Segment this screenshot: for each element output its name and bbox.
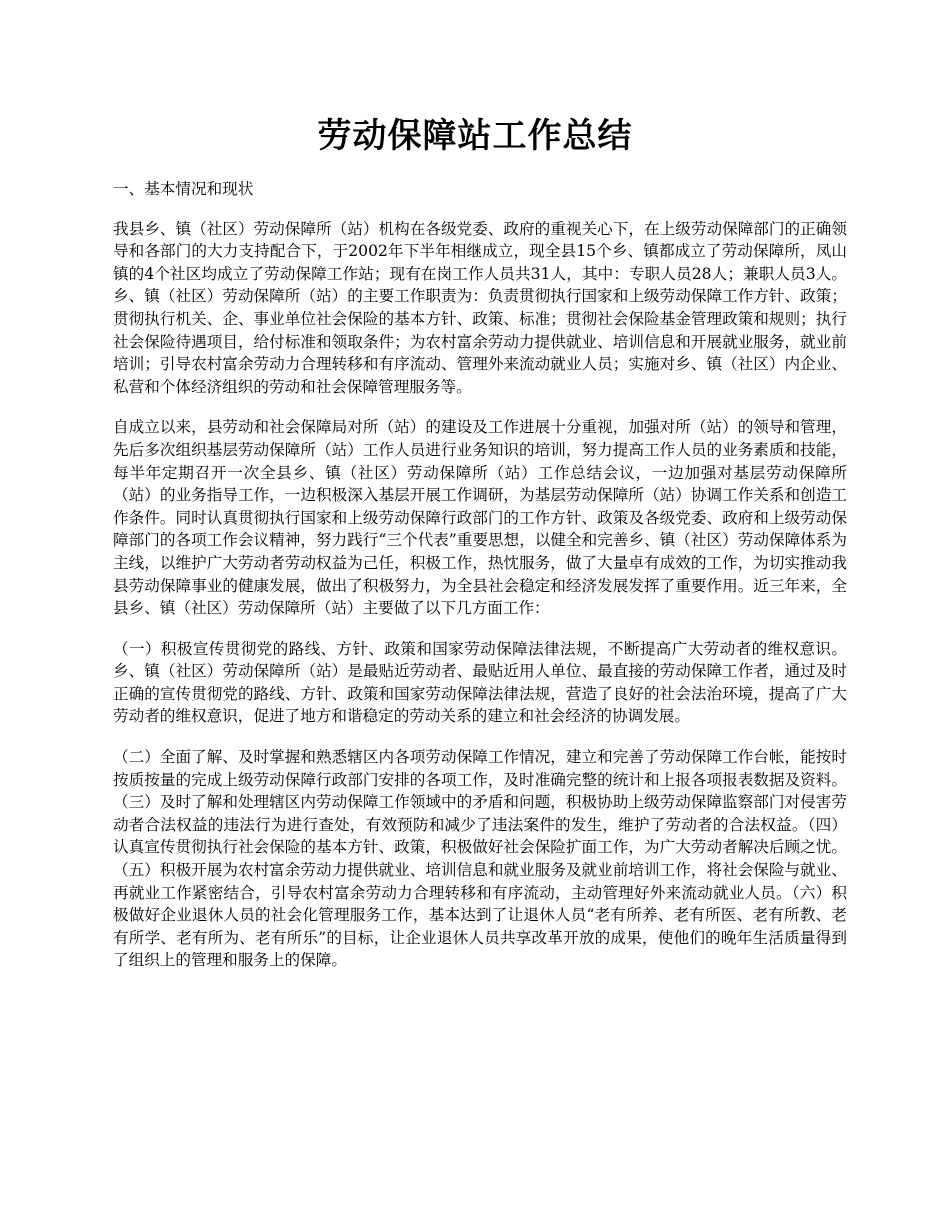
paragraph-overview: 我县乡、镇（社区）劳动保障所（站）机构在各级党委、政府的重视关心下，在上级劳动保障部门的正确领导和各部门的大力支持配合下，于2002年下半年相继成立，现全县15个乡、镇都成立了劳动保障所，凤山镇的4个社区均成立了劳动保障工作站；现有在岗工作人员共31人，其中：专职人员28人；兼职人员3人。乡、镇（社区）劳动保障所（站）的主要工作职责为：负责贯彻执行国家和上级劳动保障工作方针、政策；贯彻执行机关、企、事业单位社会保险的基本方针、政策、标准；贯彻社会保险基金管理政策和规则；执行社会保险待遇项目，给付标准和领取条件；为农村富余劳动力提供就业、培训信息和开展就业服务，就业前培训；引导农村富余劳动力合理转移和有序流动、管理外来流动就业人员；实施对乡、镇（社区）内企业、私营和个体经济组织的劳动和社会保障管理服务等。 [113, 219, 847, 396]
section-heading: 一、基本情况和现状 [113, 180, 254, 198]
document-body [113, 178, 847, 990]
paragraph-items-two-to-six: （二）全面了解、及时掌握和熟悉辖区内各项劳动保障工作情况，建立和完善了劳动保障工作台帐，能按时按质按量的完成上级劳动保障行政部门安排的各项工作，及时准确完整的统计和上报各项报表数据及资料。（三）及时了解和处理辖区内劳动保障工作领域中的矛盾和问题，积极协助上级劳动保障监察部门对侵害劳动者合法权益的违法行为进行查处，有效预防和减少了违法案件的发生，维护了劳动者的合法权益。（四）认真宣传贯彻执行社会保险的基本方针、政策，积极做好社会保险扩面工作，为广大劳动者解决后顾之忧。（五）积极开展为农村富余劳动力提供就业、培训信息和就业服务及就业前培训工作，将社会保险与就业、再就业工作紧密结合，引导农村富余劳动力合理转移和有序流动，主动管理好外来流动就业人员。（六）积极做好企业退休人员的社会化管理服务工作，基本达到了让退休人员“老有所养、老有所医、老有所教、老有所学、老有所为、老有所乐”的目标，让企业退休人员共享改革开放的成果，使他们的晚年生活质量得到了组织上的管理和服务上的保障。 [113, 748, 847, 970]
paragraph-item-one: （一）积极宣传贯彻党的路线、方针、政策和国家劳动保障法律法规，不断提高广大劳动者的维权意识。乡、镇（社区）劳动保障所（站）是最贴近劳动者、最贴近用人单位、最直接的劳动保障工作者，通过及时正确的宣传贯彻党的路线、方针、政策和国家劳动保障法律法规，营造了良好的社会法治环境，提高了广大劳动者的维权意识，促进了地方和谐稳定的劳动关系的建立和社会经济的协调发展。 [113, 639, 847, 726]
document-title: 劳动保障站工作总结 [317, 116, 633, 156]
paragraph-development: 自成立以来，县劳动和社会保障局对所（站）的建设及工作进展十分重视，加强对所（站）的领导和管理，先后多次组织基层劳动保障所（站）工作人员进行业务知识的培训，努力提高工作人员的业务素质和技能，每半年定期召开一次全县乡、镇（社区）劳动保障所（站）工作总结会议，一边加强对基层劳动保障所（站）的业务指导工作，一边积极深入基层开展工作调研，为基层劳动保障所（站）协调工作关系和创造工作条件。同时认真贯彻执行国家和上级劳动保障行政部门的工作方针、政策及各级党委、政府和上级劳动保障部门的各项工作会议精神，努力践行“三个代表”重要思想，以健全和完善乡、镇（社区）劳动保障体系为主线，以维护广大劳动者劳动权益为己任，积极工作，热忱服务，做了大量卓有成效的工作，为切实推动我县劳动保障事业的健康发展，做出了积极努力，为全县社会稳定和经济发展发挥了重要作用。近三年来，全县乡、镇（社区）劳动保障所（站）主要做了以下几方面工作： [113, 418, 847, 618]
